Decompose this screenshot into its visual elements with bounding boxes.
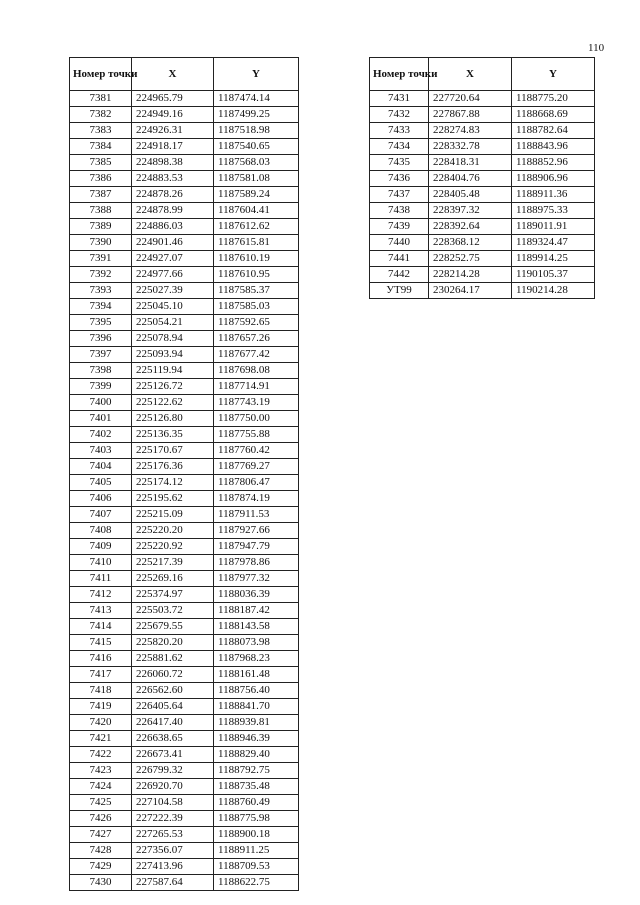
table-row bbox=[70, 331, 299, 347]
y-coordinate-cell: 1187874.19 bbox=[214, 491, 299, 507]
point-number-cell: 7399 bbox=[70, 379, 132, 395]
header-y: Y bbox=[512, 58, 595, 91]
point-number-cell: 7392 bbox=[70, 267, 132, 283]
x-coordinate-cell: 227222.39 bbox=[132, 811, 214, 827]
point-number-cell: 7404 bbox=[70, 459, 132, 475]
table-row bbox=[70, 411, 299, 427]
point-number-cell: 7408 bbox=[70, 523, 132, 539]
y-coordinate-cell: 1190105.37 bbox=[512, 267, 595, 283]
x-coordinate-cell: 225054.21 bbox=[132, 315, 214, 331]
point-number-cell: 7386 bbox=[70, 171, 132, 187]
y-coordinate-cell: 1187568.03 bbox=[214, 155, 299, 171]
x-coordinate-cell: 227413.96 bbox=[132, 859, 214, 875]
x-coordinate-cell: 228332.78 bbox=[429, 139, 512, 155]
table-row bbox=[70, 219, 299, 235]
y-coordinate-cell: 1188906.96 bbox=[512, 171, 595, 187]
table-row bbox=[70, 795, 299, 811]
x-coordinate-cell: 224965.79 bbox=[132, 91, 214, 107]
x-coordinate-cell: 225195.62 bbox=[132, 491, 214, 507]
y-coordinate-cell: 1187911.53 bbox=[214, 507, 299, 523]
y-coordinate-cell: 1187518.98 bbox=[214, 123, 299, 139]
point-number-cell: 7395 bbox=[70, 315, 132, 331]
x-coordinate-cell: 224927.07 bbox=[132, 251, 214, 267]
x-coordinate-cell: 225122.62 bbox=[132, 395, 214, 411]
table-row bbox=[370, 187, 595, 203]
x-coordinate-cell: 224901.46 bbox=[132, 235, 214, 251]
y-coordinate-cell: 1188161.48 bbox=[214, 667, 299, 683]
table-row bbox=[70, 875, 299, 891]
point-number-cell: 7424 bbox=[70, 779, 132, 795]
x-coordinate-cell: 228214.28 bbox=[429, 267, 512, 283]
point-number-cell: 7405 bbox=[70, 475, 132, 491]
table-row bbox=[70, 619, 299, 635]
point-number-cell: 7419 bbox=[70, 699, 132, 715]
x-coordinate-cell: 224878.99 bbox=[132, 203, 214, 219]
y-coordinate-cell: 1188756.40 bbox=[214, 683, 299, 699]
table-row bbox=[370, 267, 595, 283]
point-number-cell: 7442 bbox=[370, 267, 429, 283]
y-coordinate-cell: 1187657.26 bbox=[214, 331, 299, 347]
table-row bbox=[70, 779, 299, 795]
x-coordinate-cell: 225679.55 bbox=[132, 619, 214, 635]
x-coordinate-cell: 224977.66 bbox=[132, 267, 214, 283]
x-coordinate-cell: 225174.12 bbox=[132, 475, 214, 491]
x-coordinate-cell: 225126.80 bbox=[132, 411, 214, 427]
table-row bbox=[70, 315, 299, 331]
point-number-cell: 7427 bbox=[70, 827, 132, 843]
y-coordinate-cell: 1188911.25 bbox=[214, 843, 299, 859]
table-row bbox=[370, 123, 595, 139]
point-number-cell: 7422 bbox=[70, 747, 132, 763]
table-row bbox=[70, 859, 299, 875]
point-number-cell: 7431 bbox=[370, 91, 429, 107]
point-number-cell: 7387 bbox=[70, 187, 132, 203]
point-number-cell: 7401 bbox=[70, 411, 132, 427]
y-coordinate-cell: 1188843.96 bbox=[512, 139, 595, 155]
header-point-number: Номер точки bbox=[70, 58, 132, 91]
x-coordinate-cell: 227104.58 bbox=[132, 795, 214, 811]
y-coordinate-cell: 1187927.66 bbox=[214, 523, 299, 539]
point-number-cell: 7423 bbox=[70, 763, 132, 779]
point-number-cell: 7410 bbox=[70, 555, 132, 571]
y-coordinate-cell: 1188775.98 bbox=[214, 811, 299, 827]
table-row bbox=[70, 715, 299, 731]
x-coordinate-cell: 225220.20 bbox=[132, 523, 214, 539]
x-coordinate-cell: 224949.16 bbox=[132, 107, 214, 123]
point-number-cell: 7391 bbox=[70, 251, 132, 267]
y-coordinate-cell: 1187714.91 bbox=[214, 379, 299, 395]
x-coordinate-cell: 228368.12 bbox=[429, 235, 512, 251]
y-coordinate-cell: 1187977.32 bbox=[214, 571, 299, 587]
y-coordinate-cell: 1187585.37 bbox=[214, 283, 299, 299]
x-coordinate-cell: 225374.97 bbox=[132, 587, 214, 603]
point-number-cell: 7425 bbox=[70, 795, 132, 811]
point-number-cell: 7418 bbox=[70, 683, 132, 699]
y-coordinate-cell: 1187968.23 bbox=[214, 651, 299, 667]
y-coordinate-cell: 1188841.70 bbox=[214, 699, 299, 715]
header-x: X bbox=[429, 58, 512, 91]
table-row bbox=[70, 379, 299, 395]
point-number-cell: 7381 bbox=[70, 91, 132, 107]
y-coordinate-cell: 1187499.25 bbox=[214, 107, 299, 123]
table-row bbox=[70, 459, 299, 475]
point-number-cell: 7396 bbox=[70, 331, 132, 347]
table-row bbox=[370, 139, 595, 155]
point-number-cell: 7390 bbox=[70, 235, 132, 251]
table-row bbox=[70, 91, 299, 107]
table-row bbox=[70, 603, 299, 619]
table-row bbox=[70, 731, 299, 747]
y-coordinate-cell: 1187947.79 bbox=[214, 539, 299, 555]
header-x: X bbox=[132, 58, 214, 91]
point-number-cell: 7414 bbox=[70, 619, 132, 635]
table-row bbox=[70, 827, 299, 843]
y-coordinate-cell: 1187610.95 bbox=[214, 267, 299, 283]
y-coordinate-cell: 1187615.81 bbox=[214, 235, 299, 251]
table-row bbox=[70, 555, 299, 571]
x-coordinate-cell: 227587.64 bbox=[132, 875, 214, 891]
y-coordinate-cell: 1187612.62 bbox=[214, 219, 299, 235]
table-row bbox=[370, 283, 595, 299]
x-coordinate-cell: 225093.94 bbox=[132, 347, 214, 363]
table-row bbox=[370, 171, 595, 187]
x-coordinate-cell: 228404.76 bbox=[429, 171, 512, 187]
header-point-number: Номер точки bbox=[370, 58, 429, 91]
table-row bbox=[370, 91, 595, 107]
table-row bbox=[70, 203, 299, 219]
x-coordinate-cell: 225078.94 bbox=[132, 331, 214, 347]
y-coordinate-cell: 1188782.64 bbox=[512, 123, 595, 139]
page-number: 110 bbox=[588, 42, 605, 54]
y-coordinate-cell: 1188911.36 bbox=[512, 187, 595, 203]
y-coordinate-cell: 1187698.08 bbox=[214, 363, 299, 379]
point-number-cell: 7416 bbox=[70, 651, 132, 667]
y-coordinate-cell: 1187978.86 bbox=[214, 555, 299, 571]
y-coordinate-cell: 1188143.58 bbox=[214, 619, 299, 635]
point-number-cell: 7435 bbox=[370, 155, 429, 171]
x-coordinate-cell: 226417.40 bbox=[132, 715, 214, 731]
table-row bbox=[70, 363, 299, 379]
table-row bbox=[370, 107, 595, 123]
x-coordinate-cell: 225045.10 bbox=[132, 299, 214, 315]
point-number-cell: 7438 bbox=[370, 203, 429, 219]
y-coordinate-cell: 1187540.65 bbox=[214, 139, 299, 155]
x-coordinate-cell: 225881.62 bbox=[132, 651, 214, 667]
point-number-cell: 7426 bbox=[70, 811, 132, 827]
table-row bbox=[370, 155, 595, 171]
y-coordinate-cell: 1188073.98 bbox=[214, 635, 299, 651]
y-coordinate-cell: 1188760.49 bbox=[214, 795, 299, 811]
y-coordinate-cell: 1187592.65 bbox=[214, 315, 299, 331]
table-row bbox=[70, 507, 299, 523]
x-coordinate-cell: 224878.26 bbox=[132, 187, 214, 203]
point-number-cell: 7402 bbox=[70, 427, 132, 443]
table-row bbox=[70, 699, 299, 715]
point-number-cell: 7415 bbox=[70, 635, 132, 651]
point-number-cell: 7413 bbox=[70, 603, 132, 619]
point-number-cell: 7393 bbox=[70, 283, 132, 299]
coordinates-table-right bbox=[369, 57, 595, 299]
point-number-cell: 7385 bbox=[70, 155, 132, 171]
y-coordinate-cell: 1188036.39 bbox=[214, 587, 299, 603]
point-number-cell: 7434 bbox=[370, 139, 429, 155]
point-number-cell: 7384 bbox=[70, 139, 132, 155]
point-number-cell: 7439 bbox=[370, 219, 429, 235]
x-coordinate-cell: 228418.31 bbox=[429, 155, 512, 171]
y-coordinate-cell: 1188946.39 bbox=[214, 731, 299, 747]
table-row bbox=[70, 283, 299, 299]
x-coordinate-cell: 226920.70 bbox=[132, 779, 214, 795]
point-number-cell: 7407 bbox=[70, 507, 132, 523]
y-coordinate-cell: 1187610.19 bbox=[214, 251, 299, 267]
table-row bbox=[70, 843, 299, 859]
point-number-cell: 7436 bbox=[370, 171, 429, 187]
y-coordinate-cell: 1187604.41 bbox=[214, 203, 299, 219]
table-row bbox=[70, 395, 299, 411]
x-coordinate-cell: 230264.17 bbox=[429, 283, 512, 299]
point-number-cell: 7400 bbox=[70, 395, 132, 411]
y-coordinate-cell: 1187743.19 bbox=[214, 395, 299, 411]
point-number-cell: 7417 bbox=[70, 667, 132, 683]
table-row bbox=[70, 747, 299, 763]
x-coordinate-cell: 228397.32 bbox=[429, 203, 512, 219]
table-row bbox=[70, 427, 299, 443]
table-row bbox=[70, 123, 299, 139]
x-coordinate-cell: 225136.35 bbox=[132, 427, 214, 443]
x-coordinate-cell: 225170.67 bbox=[132, 443, 214, 459]
x-coordinate-cell: 226405.64 bbox=[132, 699, 214, 715]
table-row bbox=[70, 267, 299, 283]
y-coordinate-cell: 1188829.40 bbox=[214, 747, 299, 763]
x-coordinate-cell: 227720.64 bbox=[429, 91, 512, 107]
table-row bbox=[370, 219, 595, 235]
x-coordinate-cell: 227867.88 bbox=[429, 107, 512, 123]
y-coordinate-cell: 1187769.27 bbox=[214, 459, 299, 475]
y-coordinate-cell: 1187677.42 bbox=[214, 347, 299, 363]
y-coordinate-cell: 1189324.47 bbox=[512, 235, 595, 251]
x-coordinate-cell: 226060.72 bbox=[132, 667, 214, 683]
x-coordinate-cell: 224926.31 bbox=[132, 123, 214, 139]
table-row bbox=[70, 171, 299, 187]
point-number-cell: 7421 bbox=[70, 731, 132, 747]
y-coordinate-cell: 1188900.18 bbox=[214, 827, 299, 843]
table-row bbox=[370, 235, 595, 251]
x-coordinate-cell: 228274.83 bbox=[429, 123, 512, 139]
y-coordinate-cell: 1188852.96 bbox=[512, 155, 595, 171]
y-coordinate-cell: 1187474.14 bbox=[214, 91, 299, 107]
x-coordinate-cell: 225217.39 bbox=[132, 555, 214, 571]
point-number-cell: 7412 bbox=[70, 587, 132, 603]
table-row bbox=[70, 187, 299, 203]
y-coordinate-cell: 1187806.47 bbox=[214, 475, 299, 491]
point-number-cell: 7383 bbox=[70, 123, 132, 139]
table-row bbox=[70, 251, 299, 267]
x-coordinate-cell: 225269.16 bbox=[132, 571, 214, 587]
x-coordinate-cell: 224883.53 bbox=[132, 171, 214, 187]
header-y: Y bbox=[214, 58, 299, 91]
table-row bbox=[70, 139, 299, 155]
table-row bbox=[70, 587, 299, 603]
y-coordinate-cell: 1188187.42 bbox=[214, 603, 299, 619]
x-coordinate-cell: 225119.94 bbox=[132, 363, 214, 379]
y-coordinate-cell: 1189011.91 bbox=[512, 219, 595, 235]
x-coordinate-cell: 226799.32 bbox=[132, 763, 214, 779]
point-number-cell: 7409 bbox=[70, 539, 132, 555]
y-coordinate-cell: 1190214.28 bbox=[512, 283, 595, 299]
y-coordinate-cell: 1188792.75 bbox=[214, 763, 299, 779]
x-coordinate-cell: 225176.36 bbox=[132, 459, 214, 475]
table-header-row bbox=[370, 58, 595, 91]
table-row bbox=[70, 667, 299, 683]
point-number-cell: 7430 bbox=[70, 875, 132, 891]
y-coordinate-cell: 1188775.20 bbox=[512, 91, 595, 107]
point-number-cell: 7388 bbox=[70, 203, 132, 219]
y-coordinate-cell: 1189914.25 bbox=[512, 251, 595, 267]
table-row bbox=[370, 203, 595, 219]
x-coordinate-cell: 224918.17 bbox=[132, 139, 214, 155]
table-row bbox=[70, 299, 299, 315]
y-coordinate-cell: 1188709.53 bbox=[214, 859, 299, 875]
point-number-cell: УТ99 bbox=[370, 283, 429, 299]
table-row bbox=[70, 635, 299, 651]
y-coordinate-cell: 1188939.81 bbox=[214, 715, 299, 731]
point-number-cell: 7394 bbox=[70, 299, 132, 315]
point-number-cell: 7403 bbox=[70, 443, 132, 459]
x-coordinate-cell: 228405.48 bbox=[429, 187, 512, 203]
coordinates-table-left bbox=[69, 57, 299, 891]
x-coordinate-cell: 224898.38 bbox=[132, 155, 214, 171]
table-row bbox=[70, 235, 299, 251]
point-number-cell: 7406 bbox=[70, 491, 132, 507]
x-coordinate-cell: 225215.09 bbox=[132, 507, 214, 523]
point-number-cell: 7437 bbox=[370, 187, 429, 203]
x-coordinate-cell: 225027.39 bbox=[132, 283, 214, 299]
x-coordinate-cell: 226562.60 bbox=[132, 683, 214, 699]
table-row bbox=[370, 251, 595, 267]
y-coordinate-cell: 1187589.24 bbox=[214, 187, 299, 203]
table-row bbox=[70, 571, 299, 587]
point-number-cell: 7382 bbox=[70, 107, 132, 123]
point-number-cell: 7432 bbox=[370, 107, 429, 123]
x-coordinate-cell: 225220.92 bbox=[132, 539, 214, 555]
y-coordinate-cell: 1187750.00 bbox=[214, 411, 299, 427]
table-row bbox=[70, 811, 299, 827]
x-coordinate-cell: 224886.03 bbox=[132, 219, 214, 235]
table-row bbox=[70, 155, 299, 171]
x-coordinate-cell: 227356.07 bbox=[132, 843, 214, 859]
y-coordinate-cell: 1188622.75 bbox=[214, 875, 299, 891]
x-coordinate-cell: 228252.75 bbox=[429, 251, 512, 267]
y-coordinate-cell: 1188668.69 bbox=[512, 107, 595, 123]
y-coordinate-cell: 1187760.42 bbox=[214, 443, 299, 459]
x-coordinate-cell: 226673.41 bbox=[132, 747, 214, 763]
x-coordinate-cell: 227265.53 bbox=[132, 827, 214, 843]
x-coordinate-cell: 225820.20 bbox=[132, 635, 214, 651]
table-row bbox=[70, 523, 299, 539]
table-row bbox=[70, 763, 299, 779]
point-number-cell: 7429 bbox=[70, 859, 132, 875]
y-coordinate-cell: 1188975.33 bbox=[512, 203, 595, 219]
table-header-row bbox=[70, 58, 299, 91]
point-number-cell: 7411 bbox=[70, 571, 132, 587]
point-number-cell: 7389 bbox=[70, 219, 132, 235]
point-number-cell: 7441 bbox=[370, 251, 429, 267]
point-number-cell: 7398 bbox=[70, 363, 132, 379]
table-row bbox=[70, 347, 299, 363]
table-row bbox=[70, 443, 299, 459]
point-number-cell: 7433 bbox=[370, 123, 429, 139]
y-coordinate-cell: 1187585.03 bbox=[214, 299, 299, 315]
point-number-cell: 7420 bbox=[70, 715, 132, 731]
point-number-cell: 7428 bbox=[70, 843, 132, 859]
x-coordinate-cell: 225503.72 bbox=[132, 603, 214, 619]
table-row bbox=[70, 107, 299, 123]
table-row bbox=[70, 475, 299, 491]
point-number-cell: 7397 bbox=[70, 347, 132, 363]
y-coordinate-cell: 1188735.48 bbox=[214, 779, 299, 795]
y-coordinate-cell: 1187581.08 bbox=[214, 171, 299, 187]
y-coordinate-cell: 1187755.88 bbox=[214, 427, 299, 443]
table-row bbox=[70, 539, 299, 555]
x-coordinate-cell: 228392.64 bbox=[429, 219, 512, 235]
table-row bbox=[70, 683, 299, 699]
point-number-cell: 7440 bbox=[370, 235, 429, 251]
table-row bbox=[70, 491, 299, 507]
x-coordinate-cell: 226638.65 bbox=[132, 731, 214, 747]
x-coordinate-cell: 225126.72 bbox=[132, 379, 214, 395]
table-row bbox=[70, 651, 299, 667]
